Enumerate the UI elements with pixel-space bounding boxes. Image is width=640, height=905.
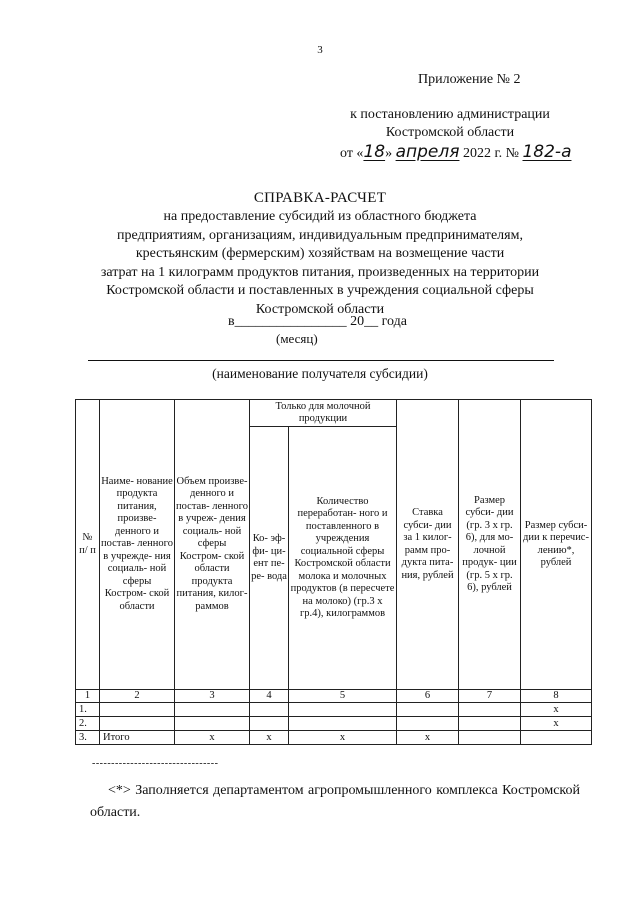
date-mid-2: 2022 г. № (459, 146, 523, 161)
description-line: на предоставление субсидий из областного бюджета (163, 209, 477, 224)
period-field: в________________ 20__ года (228, 314, 407, 329)
decree-reference (300, 106, 600, 142)
header-rate: Ставка субси- дии за 1 килог- рамм про- дукта пита- ния, рублей (397, 400, 459, 690)
cell-volume (175, 717, 250, 731)
handwritten-number: 182-а (522, 142, 572, 162)
description-line: Костромской области (255, 301, 385, 317)
cell-volume: x (175, 731, 250, 745)
cell-milk-quantity (289, 703, 397, 717)
cell-subsidy-transfer: x (521, 703, 592, 717)
appendix-label: Приложение № 2 (418, 72, 521, 87)
column-number: 2 (100, 690, 175, 703)
handwritten-day: 18 (363, 142, 386, 162)
decree-line-1: к постановлению администрации (350, 107, 550, 122)
date-mid-1: » (385, 146, 396, 161)
row-number: 1. (76, 703, 100, 717)
cell-subsidy-amount (459, 717, 521, 731)
cell-milk-quantity (289, 717, 397, 731)
cell-rate (397, 703, 459, 717)
column-number: 8 (521, 690, 592, 703)
header-number: № п/ п (76, 400, 100, 690)
footnote-divider: --------------------------------- (92, 758, 219, 769)
column-number-row (76, 690, 592, 703)
header-milk-quantity: Количество переработан- ного и поставленного в учреждения социальной сферы Костромской области молока и молочных продуктов (в пересчете на молоко) (гр.3 х гр.4), килограммов (289, 427, 397, 690)
cell-product-name (100, 717, 175, 731)
handwritten-month: апреля (395, 142, 460, 162)
description-line: крестьянским (фермерским) хозяйствам на возмещение части (135, 246, 505, 261)
cell-subsidy-transfer (521, 731, 592, 745)
description-line: затрат на 1 килограмм продуктов питания, произведенных на территории (100, 264, 540, 280)
column-number: 6 (397, 690, 459, 703)
header-product-name: Наиме- нование продукта питания, произве- денного и постав- ленного в учрежде- ния социаль- ной сферы Костром- ской области (100, 400, 175, 690)
column-number: 1 (76, 690, 100, 703)
recipient-underline (88, 360, 554, 361)
table-row (76, 717, 592, 731)
column-number: 3 (175, 690, 250, 703)
decree-date-line (340, 142, 571, 162)
decree-line-2: Костромской области (385, 125, 515, 140)
cell-volume (175, 703, 250, 717)
row-number: 2. (76, 717, 100, 731)
footnote: <*> Заполняется департаментом агропромышленного комплекса Костромской области. (90, 783, 580, 820)
cell-product-name: Итого (100, 731, 175, 745)
date-prefix: от « (340, 146, 364, 161)
header-dairy-group: Только для молочной продукции (250, 400, 397, 427)
column-number: 5 (289, 690, 397, 703)
period-label: (месяц) (276, 331, 318, 346)
description-line: Костромской области и поставленных в учреждения социальной сферы (106, 283, 534, 298)
header-volume: Объем произве- денного и постав- ленного в учреж- дения социаль- ной сферы Костром- ской области продукта питания, килог- раммов (175, 400, 250, 690)
header-coefficient: Ко- эф- фи- ци- ент пе- ре- вода (250, 427, 289, 690)
cell-subsidy-transfer: x (521, 717, 592, 731)
cell-product-name (100, 703, 175, 717)
recipient-label: (наименование получателя субсидии) (212, 366, 428, 381)
calculation-table (75, 399, 592, 745)
cell-subsidy-amount (459, 731, 521, 745)
column-number: 4 (250, 690, 289, 703)
document-title: СПРАВКА-РАСЧЕТ (253, 190, 387, 206)
cell-subsidy-amount (459, 703, 521, 717)
cell-coefficient (250, 717, 289, 731)
cell-coefficient (250, 703, 289, 717)
table-row-total (76, 731, 592, 745)
table-row (76, 703, 592, 717)
cell-coefficient: x (250, 731, 289, 745)
header-subsidy-amount: Размер субси- дии (гр. 3 х гр. 6), для мо- лочной продук- ции (гр. 5 х гр. 6), рублей (459, 400, 521, 690)
row-number: 3. (76, 731, 100, 745)
document-description (60, 208, 580, 319)
column-number: 7 (459, 690, 521, 703)
header-subsidy-transfer: Размер субси- дии к перечис- лению*, рублей (521, 400, 592, 690)
page-number: 3 (317, 44, 323, 56)
cell-milk-quantity: x (289, 731, 397, 745)
cell-rate (397, 717, 459, 731)
description-line: предприятиям, организациям, индивидуальным предпринимателям, (117, 227, 523, 243)
cell-rate: x (397, 731, 459, 745)
